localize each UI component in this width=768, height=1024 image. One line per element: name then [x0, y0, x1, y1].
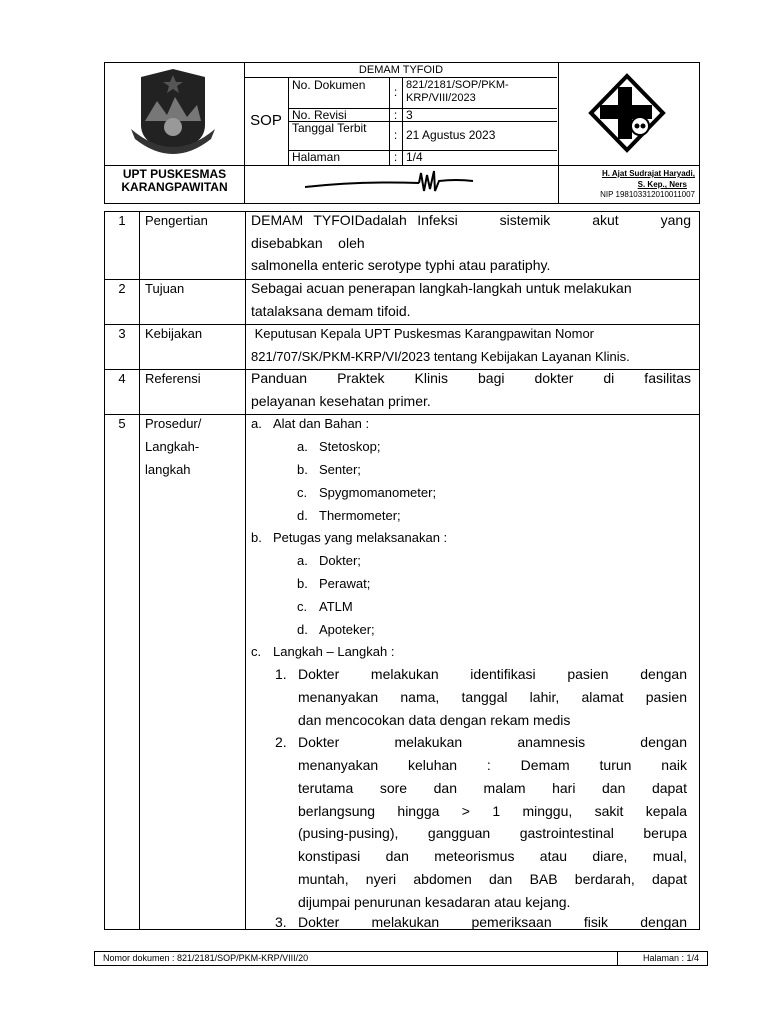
step-line: (pusing-pusing), gangguan gastrointestinal berupa	[298, 825, 687, 841]
step-marker: 2.	[275, 734, 287, 750]
step-line: menanyakan keluhan : Demam turun naik	[298, 757, 687, 773]
pengertian-line: disebabkan oleh	[251, 235, 365, 251]
kebijakan-line: Keputusan Kepala UPT Puskesmas Karangpawitan Nomor	[251, 326, 595, 341]
step-line: muntah, nyeri abdomen dan BAB berdarah, dapat	[298, 871, 687, 887]
meta-sep: :	[393, 85, 398, 99]
regency-emblem-logo	[127, 65, 219, 161]
meta-value-halaman: 1/4	[406, 150, 423, 164]
footer-document-number: Nomor dokumen : 821/2181/SOP/PKM-KRP/VIII/20	[103, 953, 309, 963]
tujuan-line: tatalaksana demam tifoid.	[251, 303, 411, 319]
step-line: Dokter melakukan identifikasi pasien dengan	[298, 666, 687, 682]
step-line: konstipasi dan meteorismus atau diare, mual,	[298, 848, 687, 864]
signer-title: S. Kep., Ners	[637, 180, 687, 189]
meta-label-halaman: Halaman	[292, 150, 341, 164]
meta-sep: :	[393, 150, 398, 164]
meta-label-no-revisi: No. Revisi	[292, 108, 347, 122]
row-label-tujuan: Tujuan	[145, 281, 185, 296]
signer-name: H. Ajat Sudrajat Haryadi,	[601, 169, 695, 178]
row-label-prosedur: langkah	[145, 462, 191, 477]
meta-value-no-revisi: 3	[406, 108, 413, 122]
meta-label-no-dokumen: No. Dokumen	[292, 78, 366, 92]
list-item: c. ATLM	[297, 599, 353, 614]
meta-label-tanggal-terbit: Tanggal Terbit	[292, 121, 367, 135]
kebijakan-line: 821/707/SK/PKM-KRP/VI/2023 tentang Kebijakan Layanan Klinis.	[251, 349, 630, 364]
puskesmas-logo	[588, 73, 666, 153]
signer-nip: NIP 198103312010011007	[600, 190, 695, 199]
step-line: dan mencocokan data dengan rekam medis	[298, 712, 571, 728]
tujuan-line: Sebagai acuan penerapan langkah-langkah untuk melakukan	[251, 280, 632, 296]
meta-value-no-dokumen: 821/2181/SOP/PKM-KRP/VIII/2023	[406, 79, 509, 104]
row-number: 2	[118, 281, 126, 296]
referensi-line: pelayanan kesehatan primer.	[251, 393, 431, 409]
step-line: menanyakan nama, tanggal lahir, alamat pasien	[298, 689, 687, 705]
org-name-line2: KARANGPAWITAN	[121, 180, 228, 194]
row-number: 5	[118, 416, 126, 431]
sop-label: SOP	[250, 112, 282, 129]
step-line: berlangsung hingga > 1 minggu, sakit kepala	[298, 803, 687, 819]
signature-graphic	[301, 169, 481, 199]
row-number: 3	[118, 326, 126, 341]
row-label-referensi: Referensi	[145, 371, 201, 386]
procedure-section-a: a. Alat dan Bahan :	[251, 416, 370, 431]
procedure-section-b: b. Petugas yang melaksanakan :	[251, 530, 448, 545]
page-footer	[94, 951, 708, 966]
row-number: 4	[118, 371, 126, 386]
step-line: terutama sore dan malam hari dan dapat	[298, 780, 687, 796]
pengertian-line: salmonella enteric serotype typhi atau paratiphy.	[251, 257, 551, 273]
row-label-prosedur: Prosedur/	[145, 416, 202, 431]
list-item: b. Perawat;	[297, 576, 371, 591]
meta-sep: :	[393, 128, 398, 142]
step-marker: 1.	[275, 666, 287, 682]
document-header	[104, 62, 700, 204]
footer-page: Halaman : 1/4	[643, 953, 700, 963]
list-item: d. Apoteker;	[297, 622, 375, 637]
sop-content-table	[104, 211, 700, 930]
list-item: c. Spygmomanometer;	[297, 485, 437, 500]
list-item: a. Dokter;	[297, 553, 361, 568]
procedure-section-c: c. Langkah – Langkah :	[251, 644, 395, 659]
doc-title: DEMAM TYFOID	[358, 64, 444, 76]
step-marker: 3.	[275, 914, 287, 930]
list-item: b. Senter;	[297, 462, 361, 477]
org-name-line1: UPT PUSKESMAS	[122, 167, 227, 181]
row-label-prosedur: Langkah-	[145, 439, 200, 454]
step-line: dijumpai penurunan kesadaran atau kejang.	[298, 894, 571, 910]
pengertian-line: DEMAM TYFOIDadalah Infeksi sistemik akut yang	[251, 212, 691, 228]
row-label-pengertian: Pengertian	[145, 213, 208, 228]
referensi-line: Panduan Praktek Klinis bagi dokter di fasilitas	[251, 370, 691, 386]
meta-sep: :	[393, 108, 398, 122]
step-line: Dokter melakukan pemeriksaan fisik dengan	[298, 914, 687, 930]
step-line: Dokter melakukan anamnesis dengan	[298, 734, 687, 750]
list-item: d. Thermometer;	[297, 508, 401, 523]
meta-value-tanggal-terbit: 21 Agustus 2023	[406, 128, 496, 142]
row-number: 1	[118, 213, 126, 228]
row-label-kebijakan: Kebijakan	[145, 326, 203, 341]
list-item: a. Stetoskop;	[297, 439, 381, 454]
